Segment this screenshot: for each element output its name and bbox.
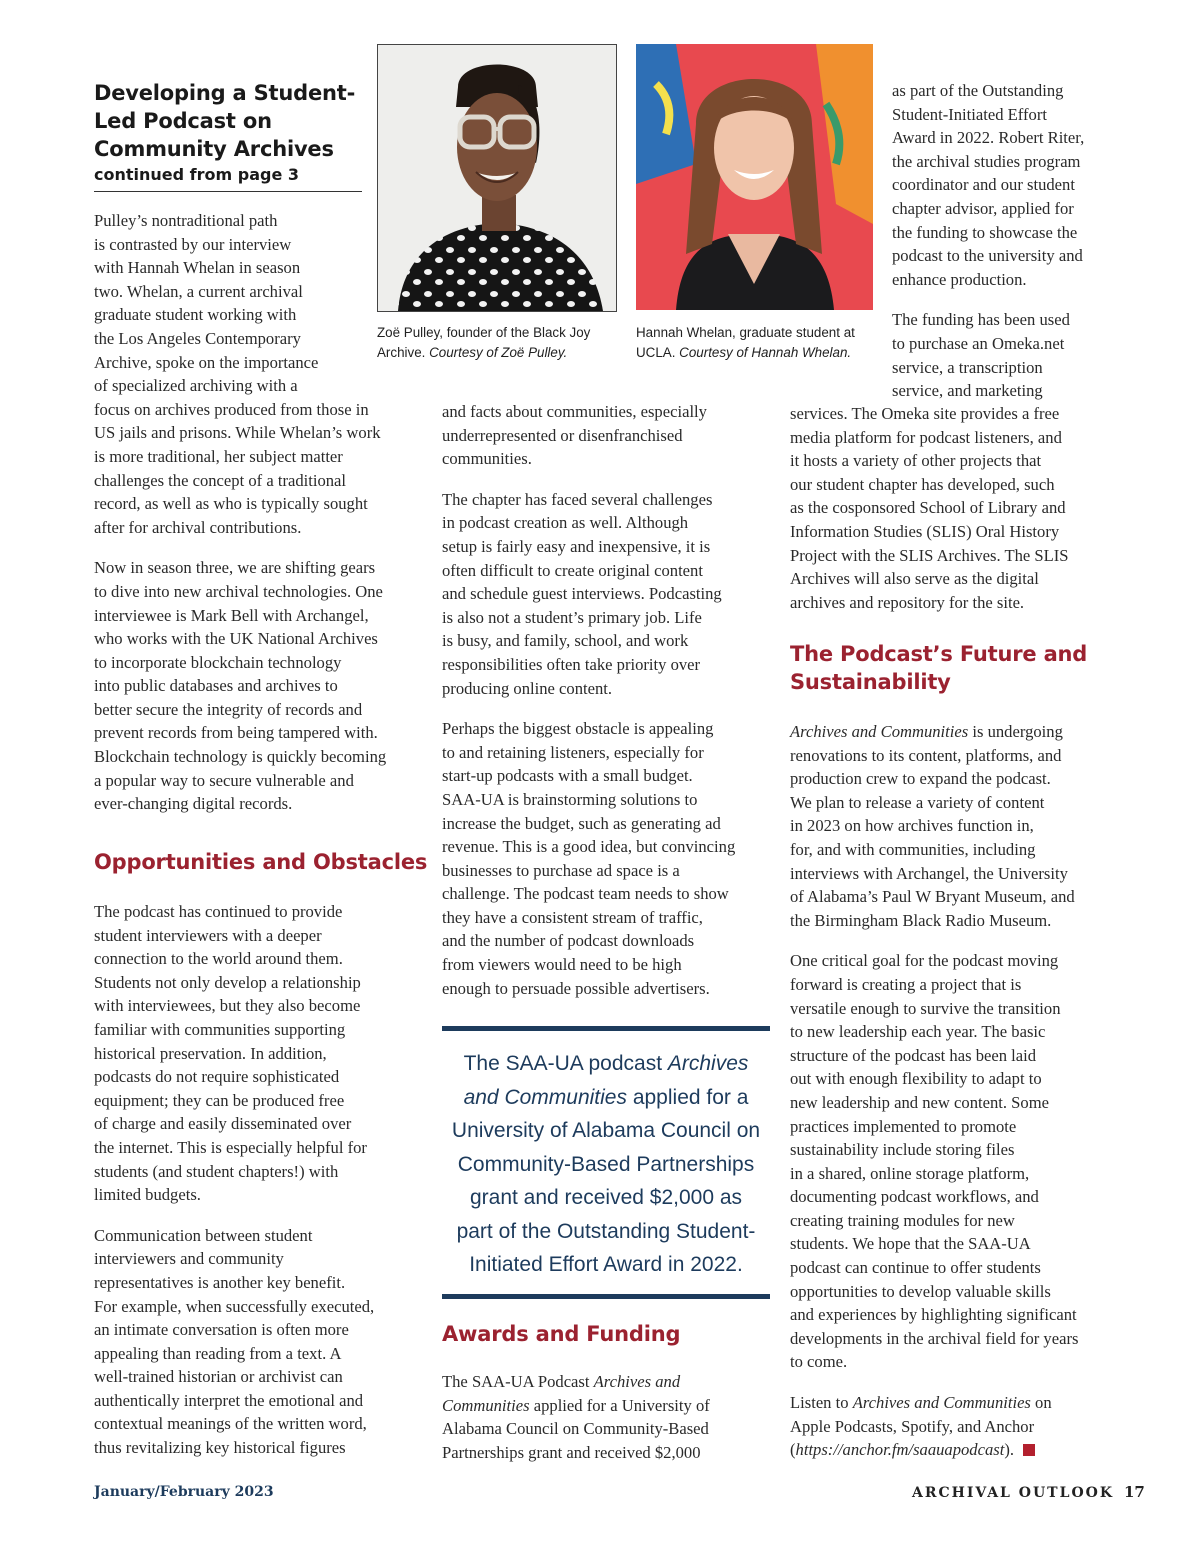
text-line: the internet. This is especially helpful for [94,1137,367,1157]
text-line: the funding to showcase the [892,222,1078,242]
text-line: in podcast creation as well. Although [442,513,689,533]
header-divider [94,191,362,192]
text-line: well-trained historian or archivist can [94,1367,343,1387]
paragraph [790,402,1135,614]
photo-hannah-whelan [636,44,873,310]
text-line: Pulley’s nontraditional path [94,211,278,230]
article-title-line-1: Developing a Student- [94,81,356,105]
text-run: ( [790,1440,796,1460]
text-line: challenges the concept of a traditional [94,470,347,490]
text-line: archives and repository for the site. [790,592,1025,612]
heading-podcast-future [790,640,1087,696]
podcast-title: Archives [667,1052,749,1075]
paragraph [94,1224,424,1460]
text-line: Alabama Council on Community-Based [442,1419,709,1439]
column-1-top [94,209,424,816]
text-line: communities. [442,449,532,469]
text-run: Listen to [790,1393,853,1413]
footer-publication [912,1483,1145,1501]
text-run: on [1030,1393,1052,1413]
text-line: podcast to the university and [892,246,1083,266]
text-line: to and retaining listeners, especially for [442,742,704,762]
text-line: businesses to purchase ad space is a [442,860,680,880]
text-line [790,720,1135,744]
text-line: better secure the integrity of records and [94,699,363,719]
text-line: out with enough flexibility to adapt to [790,1069,1042,1089]
paragraph [790,949,1135,1374]
article-title-line-2: Led Podcast on [94,109,272,133]
paragraph [94,900,424,1207]
text-line: Project with the SLIS Archives. The SLIS [790,545,1069,565]
podcast-link[interactable]: https://anchor.fm/saauapodcast [795,1440,1005,1460]
text-line: the Los Angeles Contemporary [94,328,301,348]
text-line: authentically interpret the emotional and [94,1390,364,1410]
text-line: to come. [790,1352,848,1372]
text-line: renovations to its content, platforms, and [790,745,1062,765]
pull-quote-line: Community-Based Partnerships [457,1152,755,1176]
caption-text: UCLA. [636,345,680,360]
pull-quote-line [436,1081,776,1115]
text-line: Archive, spoke on the importance [94,352,319,372]
text-line: as the cosponsored School of Library and [790,498,1066,518]
text-run: applied for a University of [529,1395,710,1415]
pull-quote-line: grant and received $2,000 as [469,1186,743,1209]
text-line: Apple Podcasts, Spotify, and Anchor [790,1416,1035,1436]
text-line: of charge and easily disseminated over [94,1114,352,1134]
text-line: contextual meanings of the written word, [94,1414,367,1434]
pull-quote-text: applied for a [626,1085,749,1109]
text-line: student interviewers with a deeper [94,925,322,945]
text-line: as part of the Outstanding [892,81,1064,100]
pull-quote-line: part of the Outstanding Student- [456,1219,756,1243]
text-line [442,1394,777,1418]
column-2-bottom [442,1370,777,1464]
pull-quote-top-rule [442,1026,770,1031]
text-line: the archival studies program [892,151,1081,171]
text-line: producing online content. [442,678,613,698]
text-line: prevent records from being tampered with. [94,723,378,743]
photo-credit: Courtesy of Hannah Whelan. [679,345,852,360]
text-line: practices implemented to promote [790,1116,1017,1136]
text-line [442,1370,777,1394]
podcast-title: Archives and Communities [790,722,969,741]
article-header [94,79,362,184]
text-line: equipment; they can be produced free [94,1090,345,1110]
text-line: setup is fairly easy and inexpensive, it is [442,536,711,556]
text-line: media platform for podcast listeners, and [790,427,1062,447]
text-line [790,1391,1135,1415]
text-line: historical preservation. In addition, [94,1043,327,1063]
text-line: US jails and prisons. While Whelan’s work [94,423,381,443]
text-line: record, as well as who is typically sought [94,494,368,514]
paragraph [94,209,424,539]
text-line: focus on archives produced from those in [94,399,369,419]
publication-name: ARCHIVAL OUTLOOK [912,1485,1114,1501]
text-line: Archives will also serve as the digital [790,569,1039,589]
text-line: Student-Initiated Effort [892,104,1047,124]
paragraph [892,79,1132,291]
text-line: chapter advisor, applied for [892,198,1074,218]
text-line: appealing than reading from a text. A [94,1343,342,1363]
text-line: who works with the UK National Archives [94,629,378,649]
text-line: interviews with Archangel, the University [790,863,1068,883]
text-line: opportunities to develop valuable skills [790,1281,1051,1301]
text-line: Award in 2022. Robert Riter, [892,128,1085,148]
text-line: is more traditional, her subject matter [94,446,343,466]
text-line: students (and student chapters!) with [94,1161,339,1181]
text-line: ever-changing digital records. [94,794,293,814]
column-1-bottom [94,900,424,1460]
heading-line: Sustainability [790,670,951,694]
text-line: coordinator and our student [892,175,1075,195]
text-line: podcast can continue to offer students [790,1258,1041,1278]
footer-issue-date: January/February 2023 [94,1484,274,1500]
text-line: The podcast has continued to provide [94,902,343,921]
text-line: with Hannah Whelan in season [94,258,301,278]
text-line: services. The Omeka site provides a free [790,404,1060,423]
text-line: into public databases and archives to [94,676,338,696]
text-line: limited budgets. [94,1185,201,1205]
text-line: and facts about communities, especially [442,402,707,421]
text-line: new leadership and new content. Some [790,1092,1049,1112]
text-line: in a shared, online storage platform, [790,1163,1030,1183]
text-line: interviewers and community [94,1249,284,1269]
text-line: a popular way to secure vulnerable and [94,770,354,790]
text-line: One critical goal for the podcast moving [790,951,1059,971]
pull-quote-line [436,1047,776,1081]
text-line: service, and marketing [892,381,1043,401]
text-line: for, and with communities, including [790,839,1036,859]
text-line: challenge. The podcast team needs to show [442,884,729,904]
text-line: Now in season three, we are shifting gears [94,558,376,578]
text-line: podcasts do not require sophisticated [94,1067,340,1087]
text-line: The chapter has faced several challenges [442,489,713,509]
text-line [790,1438,1135,1462]
text-line: thus revitalizing key historical figures [94,1438,346,1458]
text-line: Information Studies (SLIS) Oral History [790,521,1060,541]
text-line: documenting podcast workflows, and [790,1187,1039,1207]
text-line: forward is creating a project that is [790,974,1022,994]
text-line: connection to the world around them. [94,949,343,969]
text-line: from viewers would need to be high [442,955,682,975]
column-2-top [442,400,777,1000]
paragraph [442,400,777,471]
text-line: production crew to expand the podcast. [790,769,1051,789]
text-line: the Birmingham Black Radio Museum. [790,910,1052,930]
caption-line: Hannah Whelan, graduate student at [636,325,855,340]
photo-caption-hannah [636,323,886,363]
text-line: students. We hope that the SAA-UA [790,1234,1031,1254]
text-line: to dive into new archival technologies. One [94,581,383,601]
text-line: in 2023 on how archives function in, [790,816,1034,836]
text-line: representatives is another key benefit. [94,1272,346,1292]
paragraph [94,556,424,816]
heading-awards-funding: Awards and Funding [442,1322,681,1346]
text-line: underrepresented or disenfranchised [442,425,683,445]
text-line: after for archival contributions. [94,517,302,537]
paragraph [442,717,777,1000]
text-line: revenue. This is a good idea, but convincing [442,837,736,857]
text-line: SAA-UA is brainstorming solutions to [442,789,698,809]
text-line: Communication between student [94,1225,313,1245]
text-line: service, a transcription [892,357,1043,377]
text-line: two. Whelan, a current archival [94,281,303,301]
column-3-middle [790,402,1135,614]
pull-quote-text: The SAA-UA podcast [463,1052,668,1075]
podcast-title: Communities [442,1395,530,1415]
text-line: interviewee is Mark Bell with Archangel, [94,605,369,625]
podcast-title: Archives and Communities [852,1393,1031,1413]
text-run: ). [1004,1440,1015,1460]
text-line: familiar with communities supporting [94,1019,346,1039]
caption-line: Zoë Pulley, founder of the Black Joy [377,325,591,340]
pull-quote [436,1047,776,1282]
text-line: to purchase an Omeka.net [892,333,1065,353]
text-line: with interviewees, but they also become [94,996,361,1016]
text-run: The SAA-UA Podcast [442,1372,594,1391]
text-run: is undergoing [968,722,1063,741]
article-title-line-3: Community Archives [94,137,334,161]
text-line: is busy, and family, school, and work [442,631,689,651]
text-line: to new leadership each year. The basic [790,1022,1046,1042]
text-line: Perhaps the biggest obstacle is appealing [442,719,714,739]
text-line: graduate student working with [94,305,297,325]
text-line: creating training modules for new [790,1210,1015,1230]
end-mark-icon [1023,1444,1035,1456]
page-number: 17 [1124,1483,1145,1501]
caption-text: Archive. [377,345,430,360]
paragraph [790,720,1135,932]
portrait-illustration-2 [636,44,873,310]
paragraph [892,308,1132,402]
text-line: often difficult to create original content [442,560,703,580]
pull-quote-bottom-rule [442,1294,770,1299]
text-line: and experiences by highlighting significant [790,1305,1077,1325]
pull-quote-line: Initiated Effort Award in 2022. [469,1253,743,1276]
text-line: and the number of podcast downloads [442,931,695,951]
text-line: of specialized archiving with a [94,376,298,396]
text-line: of Alabama’s Paul W Bryant Museum, and [790,887,1075,907]
text-line: is also not a student’s primary job. Life [442,607,702,627]
text-line: For example, when successfully executed, [94,1296,375,1316]
text-line: responsibilities often take priority over [442,654,701,674]
text-line: they have a consistent stream of traffic, [442,907,703,927]
text-line: enhance production. [892,269,1027,289]
text-line: an intimate conversation is often more [94,1320,349,1340]
heading-opportunities-obstacles: Opportunities and Obstacles [94,850,428,874]
pull-quote-line: University of Alabama Council on [451,1119,761,1142]
heading-line: The Podcast’s Future and [790,642,1088,666]
photo-credit: Courtesy of Zoë Pulley. [429,345,568,360]
text-line: Blockchain technology is quickly becoming [94,747,387,767]
text-line: our student chapter has developed, such [790,474,1055,494]
text-line: developments in the archival field for years [790,1328,1079,1348]
text-line: The funding has been used [892,310,1070,330]
text-line: is contrasted by our interview [94,234,292,254]
text-line: Partnerships grant and received $2,000 [442,1442,701,1462]
text-line: structure of the podcast has been laid [790,1045,1037,1065]
text-line: to incorporate blockchain technology [94,652,342,672]
paragraph [790,1391,1135,1462]
text-line: We plan to release a variety of content [790,792,1045,812]
text-line: start-up podcasts with a small budget. [442,766,693,786]
podcast-title: and Communities [463,1085,627,1109]
text-line: enough to persuade possible advertisers. [442,978,710,998]
paragraph [442,488,777,700]
text-line: and schedule guest interviews. Podcasting [442,584,722,604]
continued-note: continued from page 3 [94,165,299,184]
column-3-bottom [790,720,1135,1462]
text-line: sustainability include storing files [790,1140,1015,1160]
column-3-top [892,79,1132,403]
text-line: Students not only develop a relationship [94,972,361,992]
caption-line [636,343,886,363]
podcast-title: Archives and [593,1372,681,1391]
text-line: increase the budget, such as generating ad [442,813,721,833]
text-line: it hosts a variety of other projects that [790,451,1042,471]
text-line: versatile enough to survive the transition [790,998,1061,1018]
